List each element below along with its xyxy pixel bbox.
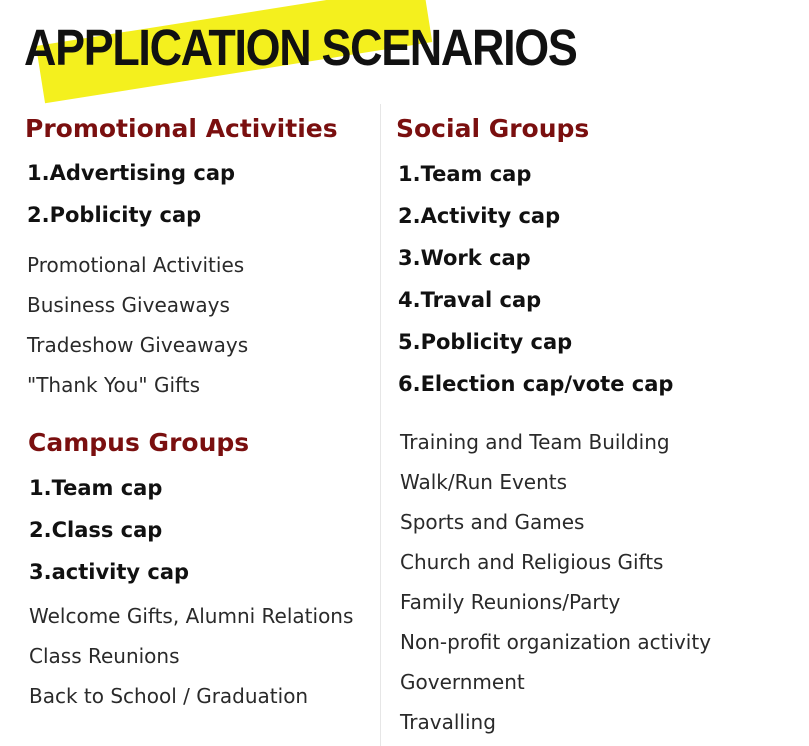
promotional-cap-item: 1.Advertising cap (27, 161, 236, 185)
campus-use-list (29, 596, 353, 716)
social-use-item: Government (400, 670, 525, 694)
social-cap-item: 4.Traval cap (398, 288, 542, 312)
promotional-cap-item: 2.Poblicity cap (27, 203, 202, 227)
social-heading: Social Groups (396, 114, 590, 143)
social-use-item: Non-profit organization activity (400, 630, 712, 654)
social-use-item: Walk/Run Events (400, 470, 568, 494)
promotional-heading: Promotional Activities (25, 114, 338, 143)
social-use-item: Training and Team Building (400, 430, 670, 454)
social-use-item: Travalling (400, 710, 496, 734)
campus-heading: Campus Groups (28, 428, 250, 457)
promotional-use-item: Business Giveaways (27, 293, 230, 317)
promotional-use-item: Promotional Activities (27, 253, 245, 277)
promotional-use-list (27, 245, 248, 405)
promotional-use-item: Tradeshow Giveaways (27, 333, 249, 357)
campus-cap-item: 3.activity cap (29, 560, 190, 584)
page-title: APPLICATION SCENARIOS (24, 19, 577, 76)
social-cap-item: 5.Poblicity cap (398, 330, 573, 354)
column-divider (380, 104, 381, 746)
social-use-item: Church and Religious Gifts (400, 550, 664, 574)
campus-cap-item: 1.Team cap (29, 476, 163, 500)
campus-use-item: Class Reunions (29, 644, 180, 668)
social-cap-item: 1.Team cap (398, 162, 532, 186)
social-use-item: Sports and Games (400, 510, 585, 534)
social-cap-item: 6.Election cap/vote cap (398, 372, 674, 396)
campus-cap-list (29, 467, 189, 593)
social-cap-item: 2.Activity cap (398, 204, 561, 228)
campus-use-item: Back to School / Graduation (29, 684, 309, 708)
social-cap-list (398, 153, 673, 405)
campus-use-item: Welcome Gifts, Alumni Relations (29, 604, 354, 628)
social-use-list (400, 422, 711, 742)
social-use-item: Family Reunions/Party (400, 590, 621, 614)
promotional-cap-list (27, 152, 235, 236)
campus-cap-item: 2.Class cap (29, 518, 163, 542)
promotional-use-item: "Thank You" Gifts (27, 373, 200, 397)
social-cap-item: 3.Work cap (398, 246, 531, 270)
